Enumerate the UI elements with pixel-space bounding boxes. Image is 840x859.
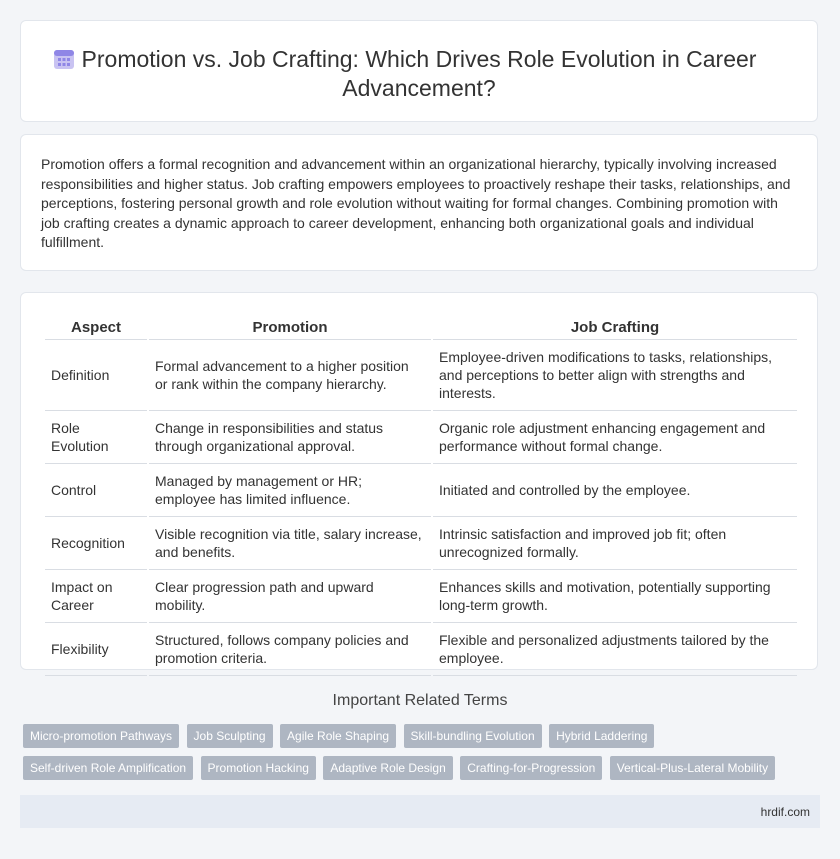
table-row bbox=[45, 340, 797, 411]
row-job-crafting: Enhances skills and motivation, potentially supporting long-term growth. bbox=[433, 570, 797, 623]
related-term-tag[interactable]: Vertical-Plus-Lateral Mobility bbox=[610, 756, 775, 780]
footer-site[interactable]: hrdif.com bbox=[760, 805, 810, 819]
header-aspect: Aspect bbox=[45, 315, 147, 340]
row-promotion: Clear progression path and upward mobility. bbox=[149, 570, 431, 623]
row-job-crafting: Organic role adjustment enhancing engagement and performance without formal change. bbox=[433, 411, 797, 464]
row-promotion: Structured, follows company policies and promotion criteria. bbox=[149, 623, 431, 676]
related-term-tag[interactable]: Adaptive Role Design bbox=[323, 756, 452, 780]
related-term-tag[interactable]: Self-driven Role Amplification bbox=[23, 756, 193, 780]
comparison-table bbox=[43, 315, 799, 676]
row-aspect: Control bbox=[45, 464, 147, 517]
row-job-crafting: Initiated and controlled by the employee. bbox=[433, 464, 797, 517]
row-promotion: Formal advancement to a higher position or rank within the company hierarchy. bbox=[149, 340, 431, 411]
row-job-crafting: Employee-driven modifications to tasks, relationships, and perceptions to better align with strengths and interests. bbox=[433, 340, 797, 411]
table-row bbox=[45, 623, 797, 676]
related-term-tag[interactable]: Agile Role Shaping bbox=[280, 724, 396, 748]
row-aspect: Flexibility bbox=[45, 623, 147, 676]
row-promotion: Change in responsibilities and status through organizational approval. bbox=[149, 411, 431, 464]
comparison-card bbox=[20, 292, 818, 670]
row-aspect: Impact on Career bbox=[45, 570, 147, 623]
row-promotion: Managed by management or HR; employee has limited influence. bbox=[149, 464, 431, 517]
related-term-tag[interactable]: Promotion Hacking bbox=[201, 756, 316, 780]
row-aspect: Role Evolution bbox=[45, 411, 147, 464]
row-job-crafting: Intrinsic satisfaction and improved job fit; often unrecognized formally. bbox=[433, 517, 797, 570]
table-header-row bbox=[45, 315, 797, 340]
row-aspect: Definition bbox=[45, 340, 147, 411]
related-terms-title: Important Related Terms bbox=[332, 692, 508, 709]
row-job-crafting: Flexible and personalized adjustments tailored by the employee. bbox=[433, 623, 797, 676]
related-term-tag[interactable]: Crafting-for-Progression bbox=[460, 756, 602, 780]
related-term-tag[interactable]: Skill-bundling Evolution bbox=[404, 724, 542, 748]
related-term-tag[interactable]: Hybrid Laddering bbox=[549, 724, 654, 748]
table-row bbox=[45, 570, 797, 623]
table-row bbox=[45, 464, 797, 517]
footer bbox=[20, 795, 820, 828]
intro-paragraph: Promotion offers a formal recognition and advancement within an organizational hierarchy, typically involving increased responsibilities and higher status. Job crafting empowers employees to proactively reshape their tasks, relationships, and perceptions, fostering personal growth and role evolution without waiting for formal changes. Combining promotion with job crafting creates a dynamic approach to career development, enhancing both organizational goals and individual fulfillment. bbox=[41, 156, 791, 250]
related-term-tag[interactable]: Micro-promotion Pathways bbox=[23, 724, 179, 748]
related-term-tag[interactable]: Job Sculpting bbox=[187, 724, 273, 748]
intro-card bbox=[20, 134, 818, 271]
page-title: Promotion vs. Job Crafting: Which Drives Role Evolution in Career Advancement? bbox=[81, 46, 757, 101]
header-job-crafting: Job Crafting bbox=[433, 315, 797, 340]
header-promotion: Promotion bbox=[149, 315, 431, 340]
table-row bbox=[45, 411, 797, 464]
row-aspect: Recognition bbox=[45, 517, 147, 570]
row-promotion: Visible recognition via title, salary increase, and benefits. bbox=[149, 517, 431, 570]
table-row bbox=[45, 517, 797, 570]
title-card bbox=[20, 20, 818, 122]
related-terms-list bbox=[23, 724, 813, 788]
